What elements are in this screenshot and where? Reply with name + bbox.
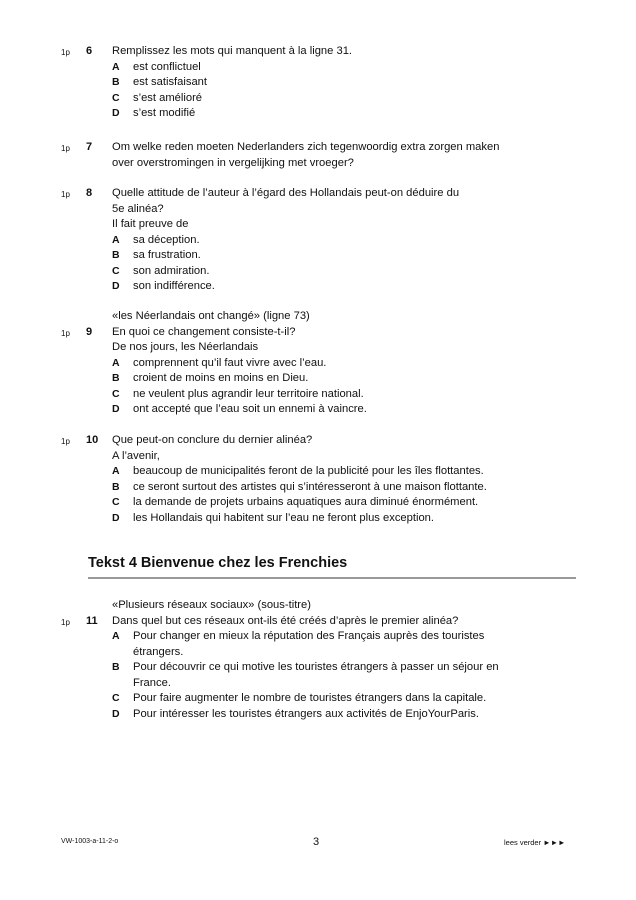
option-d: D son indifférence. bbox=[112, 280, 215, 292]
question-6 bbox=[0, 44, 636, 122]
question-text: Remplissez les mots qui manquent à la ligne 31. bbox=[112, 45, 353, 57]
question-text: 5e alinéa? bbox=[112, 202, 164, 215]
question-11 bbox=[0, 598, 636, 722]
points: 1p bbox=[61, 144, 70, 153]
points: 1p bbox=[61, 328, 70, 338]
option-a: A comprennent qu’il faut vivre avec l’eau. bbox=[112, 356, 327, 369]
option-d: D s’est modifié bbox=[112, 107, 196, 119]
question-7 bbox=[0, 140, 636, 171]
option-d: D les Hollandais qui habitent sur l’eau ne feront plus exception. bbox=[112, 511, 435, 524]
question-text: Il fait preuve de bbox=[112, 218, 189, 230]
option-c: C ne veulent plus agrandir leur territoire national. bbox=[112, 387, 364, 400]
exam-code: VW-1003-a-11-2-o bbox=[61, 838, 119, 845]
question-intro: «les Néerlandais ont changé» (ligne 73) bbox=[112, 310, 310, 322]
question-text: over overstromingen in vergelijking met vroeger? bbox=[112, 156, 354, 169]
question-text: A l’avenir, bbox=[112, 449, 160, 462]
page-footer bbox=[0, 836, 636, 850]
question-text: Om welke reden moeten Nederlanders zich tegenwoordig extra zorgen maken bbox=[112, 141, 500, 153]
question-text: Dans quel but ces réseaux ont-ils été créés d’après le premier alinéa? bbox=[112, 614, 459, 627]
option-b: B est satisfaisant bbox=[112, 76, 207, 88]
section-divider bbox=[88, 577, 576, 579]
points: 1p bbox=[61, 190, 70, 199]
question-number: 11 bbox=[86, 614, 98, 627]
question-text: En quoi ce changement consiste-t-il? bbox=[112, 325, 296, 338]
option-b: B Pour découvrir ce qui motive les touristes étrangers à passer un séjour en bbox=[112, 661, 499, 673]
option-a-continued: étrangers. bbox=[133, 645, 184, 658]
option-b-continued: France. bbox=[133, 676, 171, 689]
option-c: C son admiration. bbox=[112, 264, 210, 277]
question-8 bbox=[0, 186, 636, 295]
option-c: C Pour faire augmenter le nombre de touristes étrangers dans la capitale. bbox=[112, 692, 487, 704]
points: 1p bbox=[61, 48, 70, 57]
question-number: 10 bbox=[86, 434, 99, 446]
option-a: A sa déception. bbox=[112, 233, 200, 246]
page-number: 3 bbox=[313, 836, 320, 848]
points: 1p bbox=[61, 617, 70, 627]
option-a: A beaucoup de municipalités feront de la publicité pour les îles flottantes. bbox=[112, 465, 484, 477]
option-a: A Pour changer en mieux la réputation des Français auprès des touristes bbox=[112, 630, 485, 642]
option-b: B croient de moins en moins en Dieu. bbox=[112, 372, 309, 384]
section-title: Tekst 4 Bienvenue chez les Frenchies bbox=[88, 555, 348, 571]
question-intro: «Plusieurs réseaux sociaux» (sous-titre) bbox=[112, 599, 311, 611]
option-d: D Pour intéresser les touristes étrangers aux activités de EnjoYourParis. bbox=[112, 707, 479, 720]
points: 1p bbox=[61, 437, 70, 446]
question-number: 8 bbox=[86, 187, 93, 199]
option-b: B ce seront surtout des artistes qui s’intéresseront à une maison flottante. bbox=[112, 480, 487, 493]
question-10 bbox=[0, 433, 636, 526]
option-c: C la demande de projets urbains aquatiques aura diminué énormément. bbox=[112, 496, 479, 508]
question-number: 9 bbox=[86, 325, 93, 338]
question-number: 6 bbox=[86, 45, 93, 57]
question-text: Quelle attitude de l’auteur à l’égard des Hollandais peut-on déduire du bbox=[112, 187, 460, 199]
option-b: B sa frustration. bbox=[112, 249, 201, 261]
question-number: 7 bbox=[86, 141, 93, 153]
continue-note: lees verder ►►► bbox=[504, 838, 566, 847]
question-text: Que peut-on conclure du dernier alinéa? bbox=[112, 434, 313, 446]
question-text: De nos jours, les Néerlandais bbox=[112, 341, 259, 353]
question-9 bbox=[0, 309, 636, 418]
option-d: D ont accepté que l’eau soit un ennemi à vaincre. bbox=[112, 403, 367, 415]
option-a: A est conflictuel bbox=[112, 60, 201, 73]
option-c: C s’est amélioré bbox=[112, 91, 203, 104]
